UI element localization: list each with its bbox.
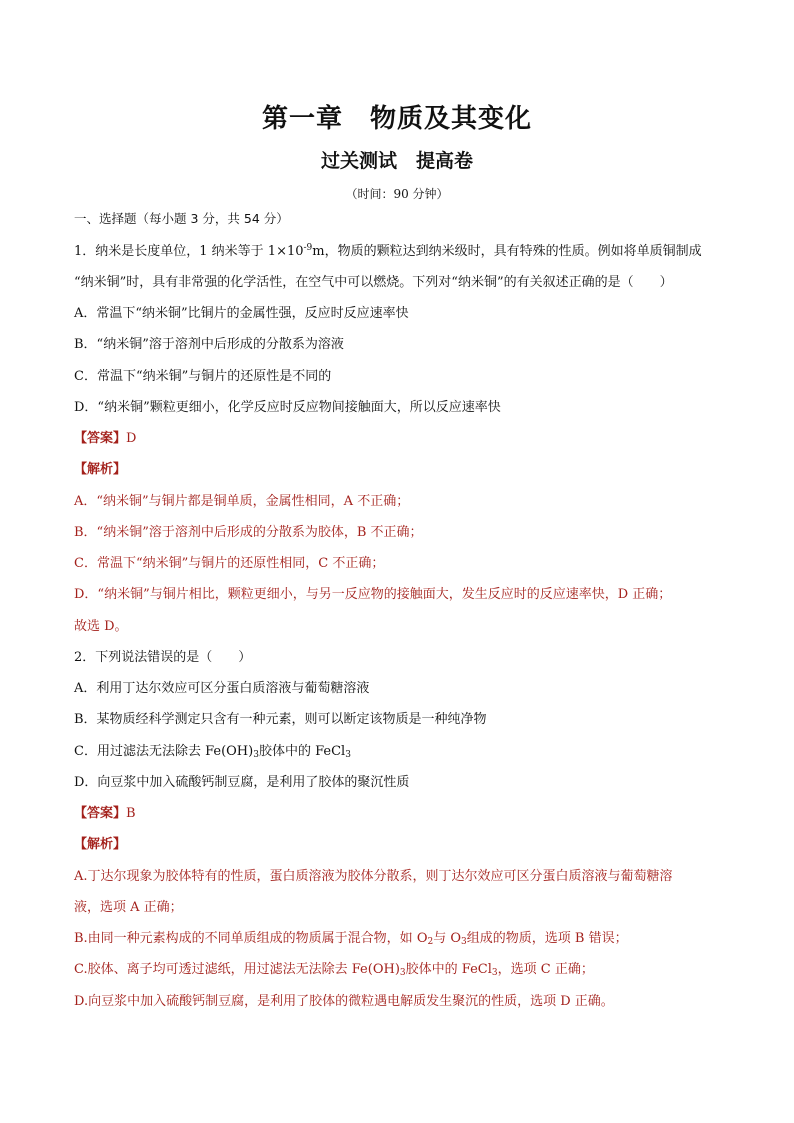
q1-stem-line2: “纳米铜”时，具有非常强的化学活性，在空气中可以燃烧。下列对“纳米铜”的有关叙述正确的是（ ）	[74, 275, 673, 290]
q1-answer: 【答案】D	[74, 431, 137, 446]
q1-explanation-d: D．“纳米铜”与铜片相比，颗粒更细小，与另一反应物的接触面大，发生反应时的反应速率快，D 正确；	[74, 587, 672, 602]
q1-explanation-b: B．“纳米铜”溶于溶剂中后形成的分散系为胶体，B 不正确；	[74, 525, 423, 540]
q1-analysis-label: 【解析】	[74, 462, 127, 477]
q1-explanation-c: C．常温下“纳米铜”与铜片的还原性相同，C 不正确；	[74, 556, 385, 571]
q2-option-b: B．某物质经科学测定只含有一种元素，则可以断定该物质是一种纯净物	[74, 712, 487, 727]
section-heading: 一、选择题（每小题 3 分，共 54 分）	[74, 211, 289, 226]
q2-explanation-a-line2: 液，选项 A 正确；	[74, 900, 183, 915]
chapter-title: 第一章 物质及其变化	[261, 104, 532, 134]
q2-explanation-c: C.胶体、离子均可透过滤纸，用过滤法无法除去 $Fe(OH)_3$胶体中的 FeCl$_3$，选项 C 正确；	[74, 962, 594, 978]
q2-analysis-label: 【解析】	[74, 837, 127, 852]
q2-option-a: A．利用丁达尔效应可区分蛋白质溶液与葡萄糖溶液	[74, 681, 370, 696]
q1-option-b: B．“纳米铜”溶于溶剂中后形成的分散系为溶液	[74, 337, 344, 352]
q1-explanation-end: 故选 D。	[74, 619, 128, 634]
q2-option-c: C．用过滤法无法除去 $Fe(OH)_3$胶体中的 FeCl$_3$	[74, 744, 351, 760]
q1-option-d: D．“纳米铜”颗粒更细小，化学反应时反应物间接触面大，所以反应速率快	[74, 400, 501, 415]
q1-option-c: C．常温下“纳米铜”与铜片的还原性是不同的	[74, 369, 332, 384]
q2-answer: 【答案】B	[74, 806, 136, 821]
q2-explanation-a-line1: A.丁达尔现象为胶体特有的性质，蛋白质溶液为胶体分散系，则丁达尔效应可区分蛋白质溶液与葡萄糖溶	[74, 869, 673, 884]
q2-explanation-d: D.向豆浆中加入硫酸钙制豆腐，是利用了胶体的微粒遇电解质发生聚沉的性质，选项 D 正确。	[74, 994, 614, 1009]
q1-option-a: A．常温下“纳米铜”比铜片的金属性强，反应时反应速率快	[74, 306, 409, 321]
exam-subtitle: 过关测试 提高卷	[320, 150, 473, 172]
q1-explanation-a: A．“纳米铜”与铜片都是铜单质，金属性相同，A 不正确；	[74, 494, 410, 509]
q2-option-d: D．向豆浆中加入硫酸钙制豆腐，是利用了胶体的聚沉性质	[74, 775, 410, 790]
time-limit: （时间：90 分钟）	[345, 187, 449, 201]
q1-stem-line1: 1．纳米是长度单位，1 纳米等于 $1\times 10^{-9}m$，物质的颗粒达到纳米级时，具有特殊的性质。例如将单质铜制成	[74, 243, 702, 259]
q2-stem: 2．下列说法错误的是（ ）	[74, 650, 252, 665]
q2-explanation-b: B.由同一种元素构成的不同单质组成的物质属于混合物，如 $O_2$与 $O_3$组成的物质，选项 B 错误；	[74, 931, 628, 947]
